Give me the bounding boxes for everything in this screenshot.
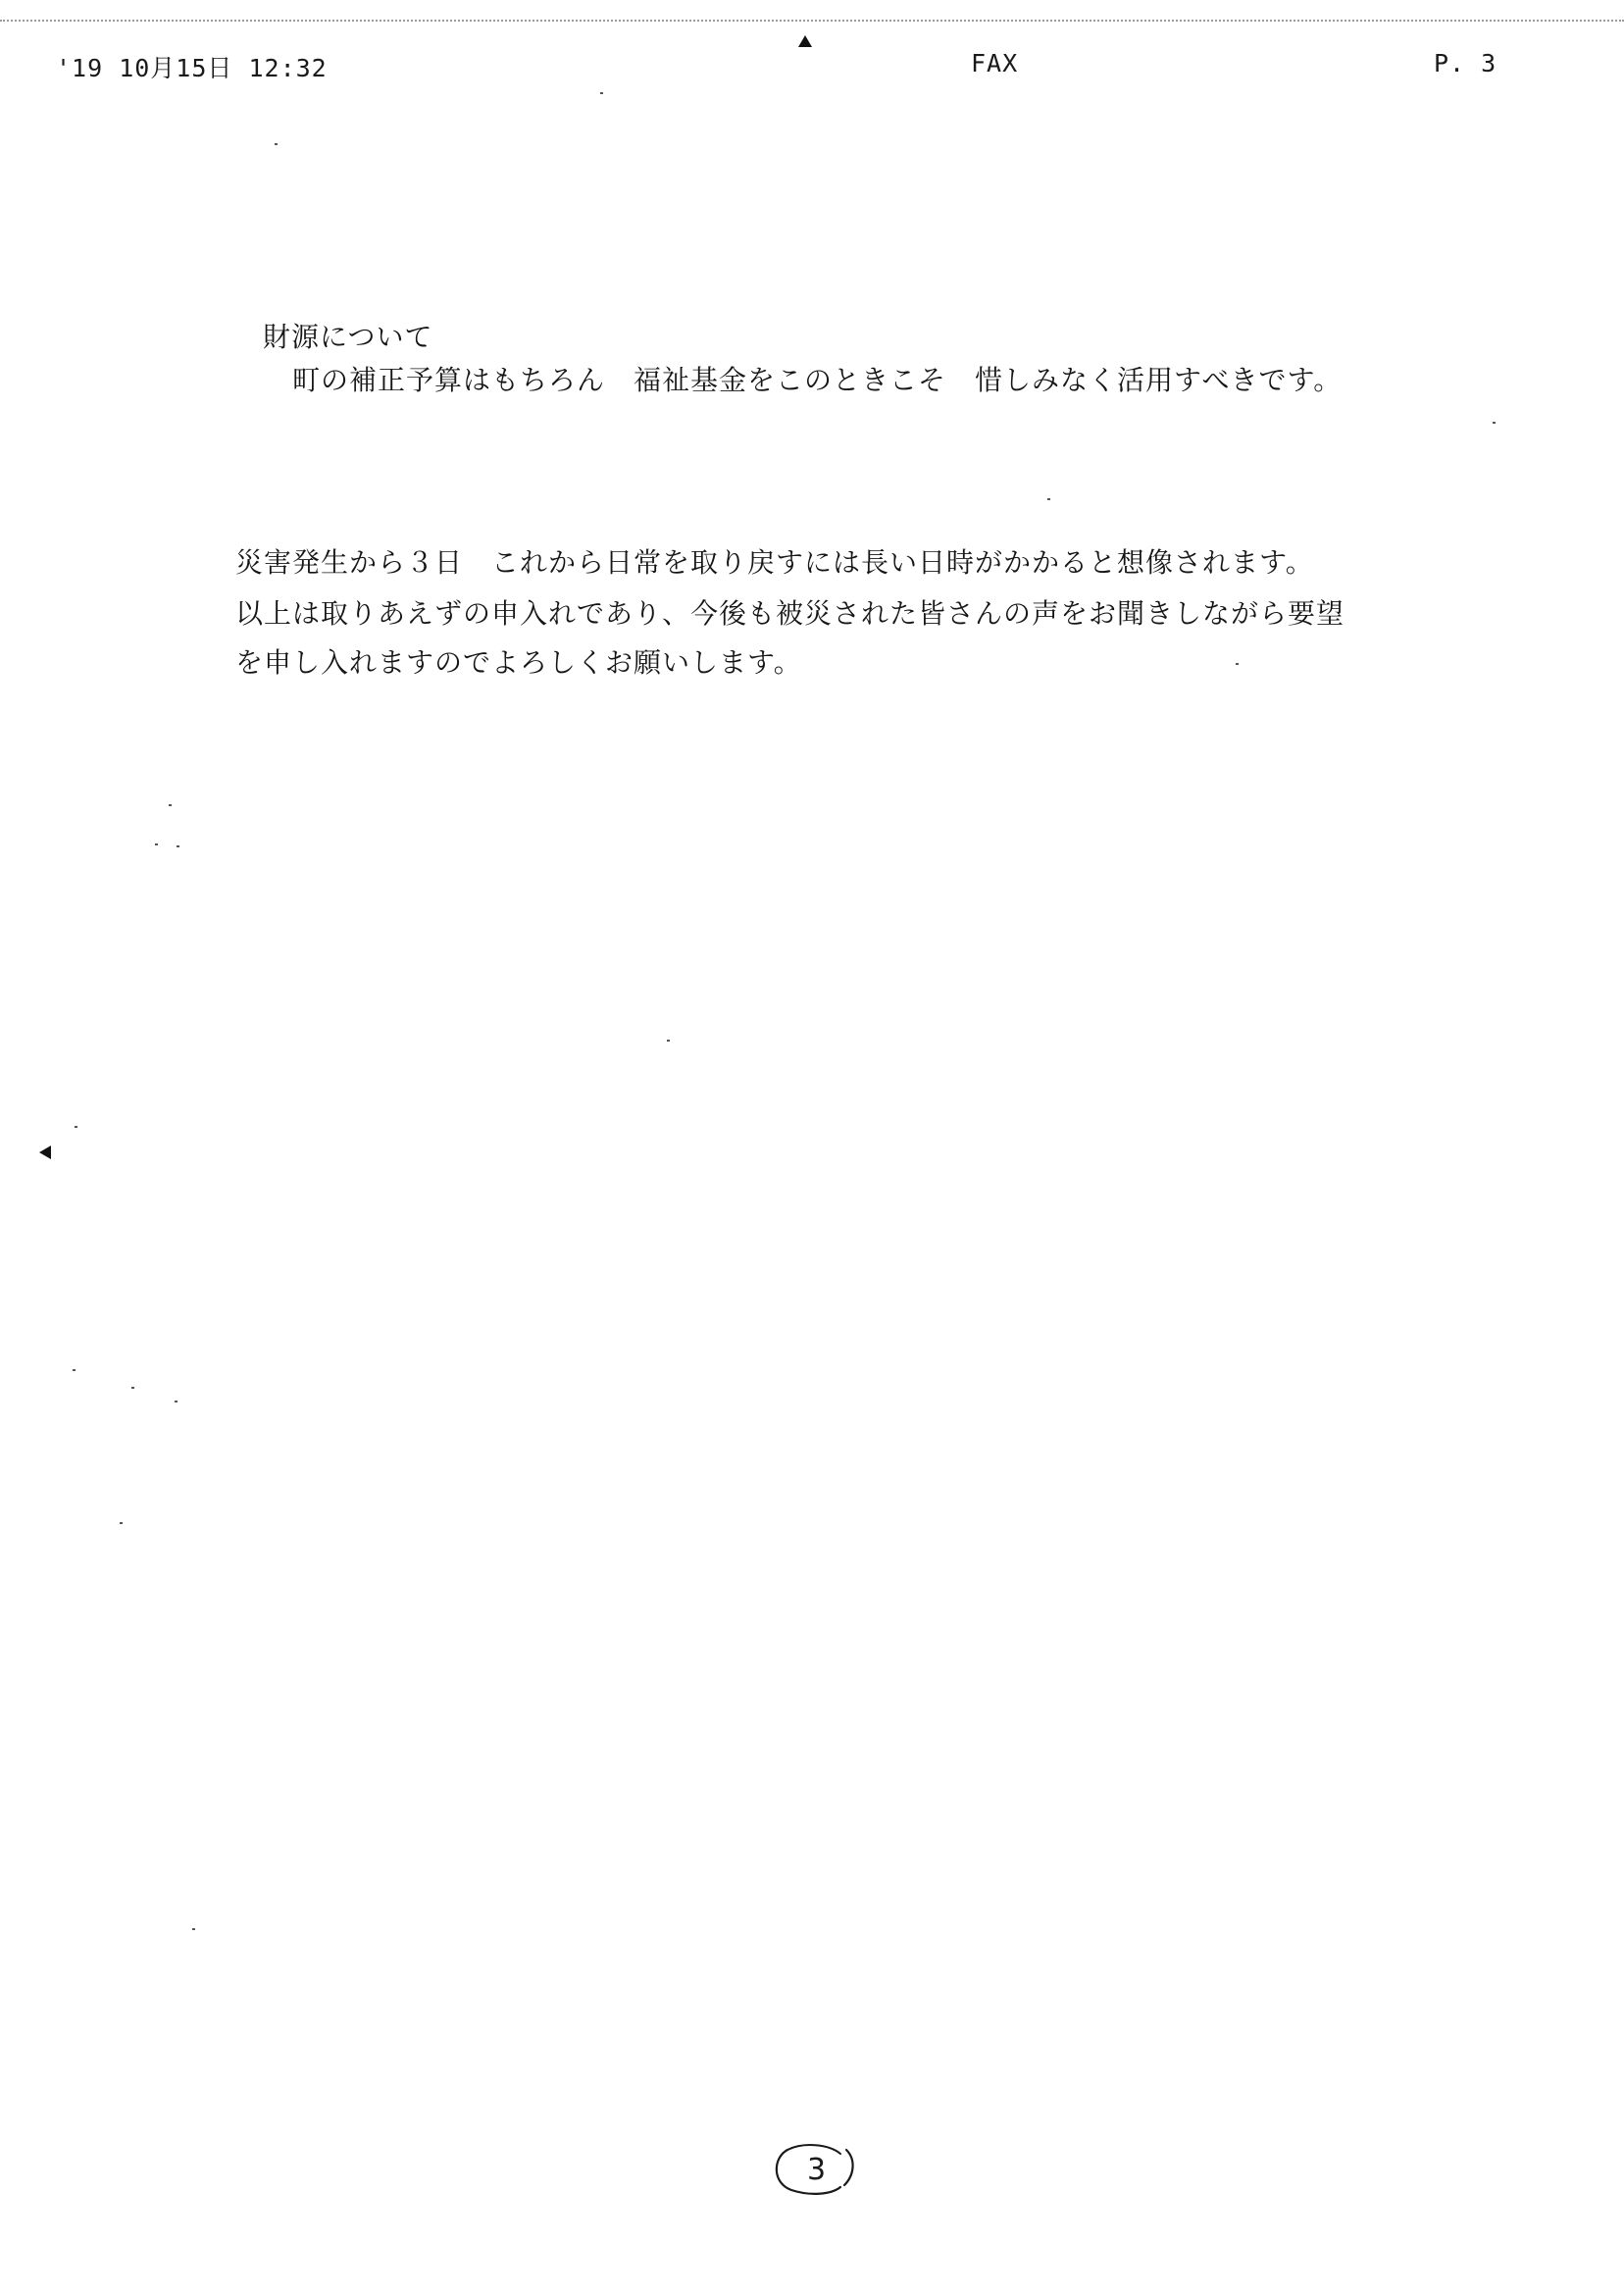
closing-paragraph-line-3: を申し入れますのでよろしくお願いします。 (235, 646, 802, 679)
scan-speck (131, 1387, 134, 1389)
fax-header-datetime: '19 10月15日 12:32 (56, 54, 328, 82)
scan-speck (1047, 498, 1050, 500)
scan-speck (155, 843, 158, 845)
fax-header-label: FAX (971, 49, 1019, 77)
scan-speck (175, 1401, 178, 1402)
scan-speck (275, 143, 278, 145)
scan-speck (667, 1040, 670, 1042)
closing-paragraph-line-2: 以上は取りあえずの申入れであり、今後も被災された皆さんの声をお聞きしながら要望 (235, 597, 1345, 630)
scan-speck (120, 1522, 123, 1524)
handwritten-page-number (768, 2136, 862, 2199)
scan-speck (75, 1126, 77, 1128)
top-edge-rule (0, 20, 1624, 22)
scan-speck (1236, 663, 1239, 665)
funding-heading: 財源について (263, 321, 433, 353)
scan-speck (169, 804, 172, 806)
triangle-left-icon (39, 1146, 51, 1159)
scan-speck (177, 845, 179, 847)
scan-speck (1493, 422, 1496, 424)
fax-header-page-number: P. 3 (1434, 49, 1497, 77)
handwritten-page-digit: 3 (807, 2153, 827, 2187)
triangle-up-icon (798, 35, 812, 47)
scan-speck (600, 92, 603, 94)
scan-speck (192, 1928, 195, 1930)
closing-paragraph-line-1: 災害発生から３日 これから日常を取り戻すには長い日時がかかると想像されます。 (235, 546, 1314, 579)
funding-paragraph: 町の補正予算はもちろん 福祉基金をこのときこそ 惜しみなく活用すべきです。 (292, 364, 1343, 396)
scan-speck (73, 1369, 76, 1371)
